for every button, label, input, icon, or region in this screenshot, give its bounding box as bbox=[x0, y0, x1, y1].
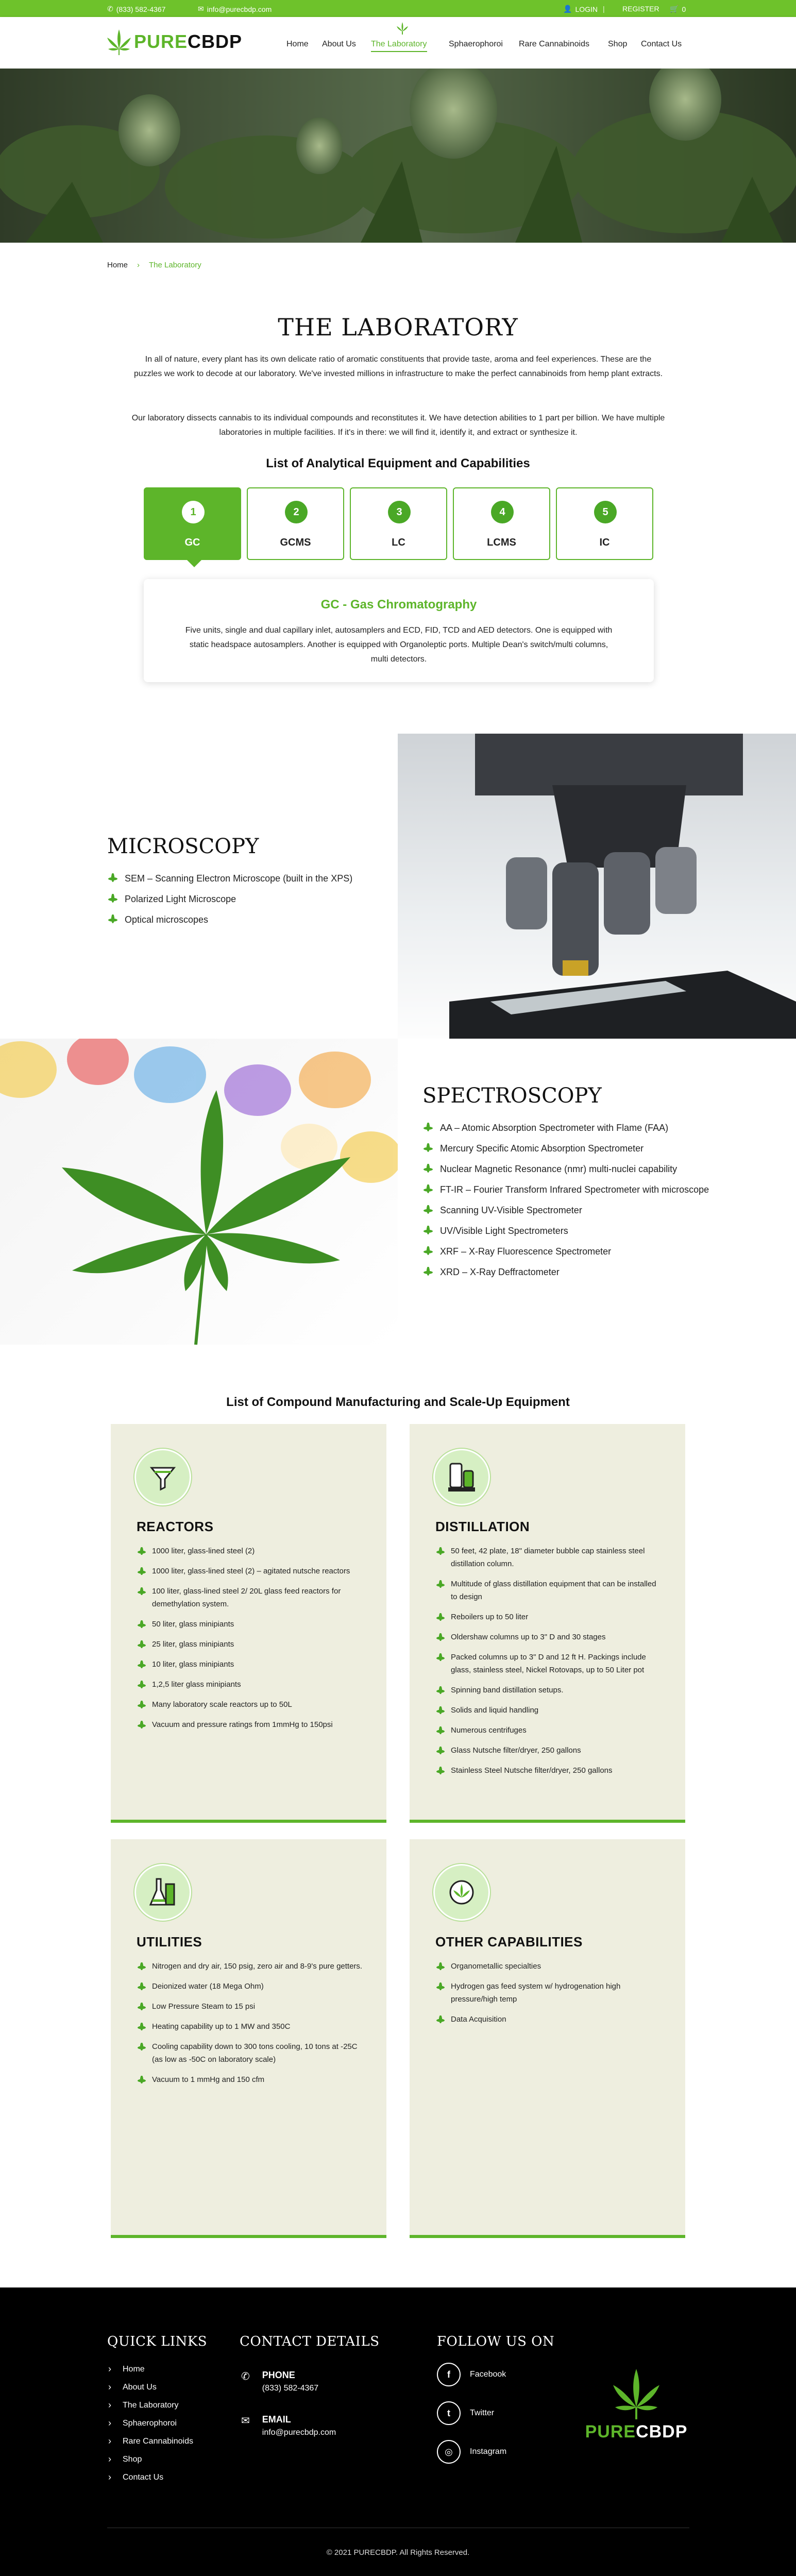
twitter-label: Twitter bbox=[470, 2409, 495, 2417]
utilities-title: UTILITIES bbox=[137, 1934, 202, 1950]
tab-number: 2 bbox=[285, 501, 308, 523]
top-bar bbox=[0, 0, 796, 17]
follow-us-title: FOLLOW US ON bbox=[437, 2334, 555, 2349]
nav-home[interactable]: Home bbox=[286, 40, 309, 48]
distillation-card bbox=[410, 1424, 685, 1823]
cannabis-leaf-icon bbox=[613, 2365, 659, 2421]
microscopy-section bbox=[107, 835, 352, 934]
intro-paragraph-2: Our laboratory dissects cannabis to its individual compounds and reconstitutes it. We have detection abilities to 1 part per billion. We have multiple laboratories in multiple facilities. If it's in there: we will find it, identify it, and extract or synthesize it. bbox=[131, 414, 665, 437]
footer-email[interactable] bbox=[241, 2414, 336, 2437]
intro-paragraph-1: In all of nature, every plant has its own delicate ratio of aromatic constituents that provide taste, aroma and feel experiences. These are the puzzles we work to decode at our laboratory. We've invested millions in infrastructure to make the perfect cannabinoids from hemp plant extracts. bbox=[133, 355, 663, 378]
site-footer bbox=[0, 2287, 796, 2576]
instagram-link[interactable] bbox=[437, 2440, 506, 2464]
tab-label: GC bbox=[184, 537, 200, 548]
tab-lc[interactable] bbox=[350, 487, 447, 560]
tab-ic[interactable] bbox=[556, 487, 653, 560]
twitter-icon: t bbox=[437, 2401, 461, 2425]
login-link[interactable] bbox=[563, 5, 598, 13]
tab-number: 1 bbox=[182, 501, 205, 523]
breadcrumb-home[interactable]: Home bbox=[107, 261, 128, 269]
distillation-title: DISTILLATION bbox=[435, 1519, 530, 1534]
analytical-equipment-heading: List of Analytical Equipment and Capabilities bbox=[266, 456, 530, 470]
footer-link-rare-cannabinoids[interactable]: › Rare Cannabinoids bbox=[108, 2437, 193, 2446]
mail-icon: ✉ bbox=[241, 2415, 250, 2427]
list-item: 25 liter, glass minipiants bbox=[137, 1638, 368, 1651]
list-item: Scanning UV-Visible Spectrometer bbox=[422, 1204, 711, 1217]
twitter-link[interactable] bbox=[437, 2401, 494, 2425]
topbar-phone-text: (833) 582-4367 bbox=[116, 5, 166, 13]
list-item: Spinning band distillation setups. bbox=[435, 1684, 662, 1697]
tab-label: LC bbox=[392, 537, 405, 548]
nav-contact-us[interactable]: Contact Us bbox=[641, 40, 682, 48]
list-item: Reboilers up to 50 liter bbox=[435, 1611, 662, 1623]
other-capabilities-title: OTHER CAPABILITIES bbox=[435, 1934, 583, 1950]
facebook-label: Facebook bbox=[470, 2370, 506, 2379]
contact-details-title: CONTACT DETAILS bbox=[240, 2334, 380, 2349]
reactors-title: REACTORS bbox=[137, 1519, 214, 1534]
footer-logo-text bbox=[582, 2422, 690, 2442]
cannabis-leaf-circle-icon bbox=[433, 1864, 490, 1921]
list-item: Many laboratory scale reactors up to 50L bbox=[137, 1698, 368, 1711]
list-item: Multitude of glass distillation equipment that can be installed to design bbox=[435, 1578, 662, 1603]
tab-panel bbox=[144, 579, 654, 682]
spectroscopy-title: SPECTROSCOPY bbox=[422, 1084, 602, 1108]
hero-banner bbox=[0, 69, 796, 243]
cannabis-leaf-icon bbox=[107, 28, 131, 55]
site-logo[interactable] bbox=[107, 28, 242, 55]
phone-label: PHONE bbox=[262, 2370, 295, 2380]
topbar-email-text: info@purecbdp.com bbox=[207, 5, 272, 13]
list-item: 1000 liter, glass-lined steel (2) – agitated nutsche reactors bbox=[137, 1565, 368, 1578]
tab-label: IC bbox=[599, 537, 610, 548]
microscopy-list bbox=[107, 872, 352, 926]
list-item: FT-IR – Fourier Transform Infrared Spectrometer with microscope bbox=[422, 1183, 711, 1196]
active-tab-pointer bbox=[187, 560, 201, 567]
tab-gc[interactable] bbox=[144, 487, 241, 560]
list-item: Hydrogen gas feed system w/ hydrogenation high pressure/high temp bbox=[435, 1980, 662, 2006]
other-capabilities-card bbox=[410, 1839, 685, 2238]
distillation-list bbox=[435, 1545, 662, 1784]
tab-lcms[interactable] bbox=[453, 487, 550, 560]
list-item: Mercury Specific Atomic Absorption Spectrometer bbox=[422, 1142, 711, 1155]
logo-part-pure: PURE bbox=[134, 31, 188, 52]
list-item: 1,2,5 liter glass minipiants bbox=[137, 1678, 368, 1691]
footer-logo[interactable] bbox=[582, 2365, 690, 2442]
footer-link-sphaerophoroi[interactable]: › Sphaerophoroi bbox=[108, 2419, 193, 2428]
facebook-icon: f bbox=[437, 2363, 461, 2386]
list-item: Heating capability up to 1 MW and 350C bbox=[137, 2020, 363, 2033]
breadcrumb-current: The Laboratory bbox=[149, 261, 201, 269]
list-item: 50 feet, 42 plate, 18" diameter bubble cap stainless steel distillation column. bbox=[435, 1545, 662, 1570]
phone-icon: ✆ bbox=[107, 5, 113, 13]
list-item: Vacuum to 1 mmHg and 150 cfm bbox=[137, 2073, 363, 2086]
manufacturing-heading: List of Compound Manufacturing and Scale-Up Equipment bbox=[226, 1395, 570, 1409]
topbar-email[interactable] bbox=[198, 5, 272, 13]
footer-link-about-us[interactable]: › About Us bbox=[108, 2383, 193, 2392]
cart-icon: 🛒 bbox=[670, 5, 679, 13]
logo-text bbox=[134, 31, 242, 53]
list-item: 1000 liter, glass-lined steel (2) bbox=[137, 1545, 368, 1557]
list-item: Stainless Steel Nutsche filter/dryer, 250 gallons bbox=[435, 1764, 662, 1777]
facebook-link[interactable] bbox=[437, 2363, 506, 2386]
quick-links-title: QUICK LINKS bbox=[107, 2334, 208, 2349]
nav-shop[interactable]: Shop bbox=[608, 40, 628, 48]
email-label: EMAIL bbox=[262, 2414, 291, 2425]
logo-part-cbdp: CBDP bbox=[636, 2422, 688, 2442]
mail-icon: ✉ bbox=[198, 5, 204, 13]
footer-phone[interactable] bbox=[241, 2370, 318, 2393]
other-capabilities-list bbox=[435, 1960, 662, 2033]
tab-number: 4 bbox=[491, 501, 514, 523]
list-item: 10 liter, glass minipiants bbox=[137, 1658, 368, 1671]
footer-link-home[interactable]: › Home bbox=[108, 2365, 193, 2374]
list-item: Glass Nutsche filter/dryer, 250 gallons bbox=[435, 1744, 662, 1757]
list-item: Numerous centrifuges bbox=[435, 1724, 662, 1737]
cart-link[interactable] bbox=[670, 5, 686, 13]
list-item: Cooling capability down to 300 tons cooling, 10 tons at -25C (as low as -50C on laboratory scale) bbox=[137, 2040, 363, 2066]
tab-label: GCMS bbox=[280, 537, 311, 548]
list-item: 100 liter, glass-lined steel 2/ 20L glass feed reactors for demethylation system. bbox=[137, 1585, 368, 1611]
tab-panel-title: GC - Gas Chromatography bbox=[320, 598, 477, 612]
list-item: Packed columns up to 3" D and 12 ft H. Packings include glass, stainless steel, Nickel Rotovaps, up to 50 Liter pot bbox=[435, 1651, 662, 1676]
list-item: SEM – Scanning Electron Microscope (built in the XPS) bbox=[107, 872, 352, 885]
email-value: info@purecbdp.com bbox=[262, 2428, 336, 2437]
phone-icon: ✆ bbox=[241, 2371, 250, 2382]
quick-links-list bbox=[108, 2365, 193, 2491]
site-header bbox=[0, 17, 796, 69]
logo-part-pure: PURE bbox=[585, 2422, 636, 2442]
list-item: 50 liter, glass minipiants bbox=[137, 1618, 368, 1631]
list-item: Nuclear Magnetic Resonance (nmr) multi-nuclei capability bbox=[422, 1162, 711, 1176]
breadcrumb-separator: › bbox=[137, 261, 140, 269]
microscopy-title: MICROSCOPY bbox=[107, 835, 259, 858]
microscope-image bbox=[398, 734, 796, 1039]
distillation-equipment-icon bbox=[433, 1449, 490, 1505]
spectroscopy-list bbox=[422, 1121, 711, 1279]
list-item: XRF – X-Ray Fluorescence Spectrometer bbox=[422, 1245, 711, 1258]
tab-gcms[interactable] bbox=[247, 487, 344, 560]
utilities-card bbox=[111, 1839, 386, 2238]
breadcrumb bbox=[107, 261, 201, 269]
list-item: UV/Visible Light Spectrometers bbox=[422, 1224, 711, 1238]
nav-about-us[interactable]: About Us bbox=[322, 40, 356, 48]
list-item: Optical microscopes bbox=[107, 913, 352, 926]
footer-link-shop[interactable]: › Shop bbox=[108, 2455, 193, 2464]
cart-count: 0 bbox=[682, 5, 686, 13]
topbar-divider: | bbox=[603, 5, 605, 13]
list-item: Low Pressure Steam to 15 psi bbox=[137, 2000, 363, 2013]
list-item: Solids and liquid handling bbox=[435, 1704, 662, 1717]
list-item: Nitrogen and dry air, 150 psig, zero air and 8-9's pure getters. bbox=[137, 1960, 363, 1973]
tab-label: LCMS bbox=[487, 537, 516, 548]
gummies-leaf-illustration bbox=[0, 1039, 398, 1345]
page-title: THE LABORATORY bbox=[278, 313, 518, 341]
cannabis-plants-image bbox=[0, 69, 796, 243]
lab-flask-icon bbox=[134, 1864, 191, 1921]
list-item: Oldershaw columns up to 3" D and 30 stages bbox=[435, 1631, 662, 1643]
list-item: XRD – X-Ray Deffractometer bbox=[422, 1265, 711, 1279]
logo-part-cbdp: CBDP bbox=[188, 31, 243, 52]
instagram-icon: ◎ bbox=[437, 2440, 461, 2464]
phone-value: (833) 582-4367 bbox=[262, 2384, 319, 2393]
footer-link-contact-us[interactable]: › Contact Us bbox=[108, 2473, 193, 2482]
list-item: Deionized water (18 Mega Ohm) bbox=[137, 1980, 363, 1993]
login-label: LOGIN bbox=[575, 5, 598, 13]
nav-the-laboratory[interactable]: The Laboratory bbox=[371, 40, 427, 52]
copyright-text: © 2021 PURECBDP. All Rights Reserved. bbox=[326, 2548, 470, 2557]
list-item: Organometallic specialties bbox=[435, 1960, 662, 1973]
utilities-list bbox=[137, 1960, 363, 2093]
register-label: REGISTER bbox=[622, 5, 659, 13]
active-nav-leaf-icon bbox=[397, 22, 408, 35]
list-item: AA – Atomic Absorption Spectrometer with Flame (FAA) bbox=[422, 1121, 711, 1134]
reactors-card bbox=[111, 1424, 386, 1823]
reactors-list bbox=[137, 1545, 368, 1738]
user-icon: 👤 bbox=[563, 5, 572, 13]
spectroscopy-section bbox=[422, 1084, 711, 1286]
list-item: Data Acquisition bbox=[435, 2013, 662, 2026]
microscope-illustration bbox=[398, 734, 796, 1039]
nav-rare-cannabinoids[interactable]: Rare Cannabinoids bbox=[519, 40, 589, 48]
nav-sphaerophoroi[interactable]: Sphaerophoroi bbox=[449, 40, 503, 48]
gummies-cannabis-image bbox=[0, 1039, 398, 1345]
tab-number: 5 bbox=[594, 501, 617, 523]
footer-link-the-laboratory[interactable]: › The Laboratory bbox=[108, 2401, 193, 2410]
tab-number: 3 bbox=[388, 501, 411, 523]
instagram-label: Instagram bbox=[470, 2447, 507, 2456]
tab-panel-text: Five units, single and dual capillary inlet, autosamplers and ECD, FID, TCD and AED detectors. One is equipped with static headspace autosamplers. Another is equipped with Organoleptic ports. Multiple Dean's switch/multi columns, multi detectors. bbox=[185, 626, 613, 664]
list-item: Vacuum and pressure ratings from 1mmHg to 150psi bbox=[137, 1718, 368, 1731]
list-item: Polarized Light Microscope bbox=[107, 892, 352, 906]
funnel-icon bbox=[134, 1449, 191, 1505]
topbar-phone[interactable] bbox=[107, 5, 165, 13]
register-link[interactable] bbox=[622, 5, 659, 13]
